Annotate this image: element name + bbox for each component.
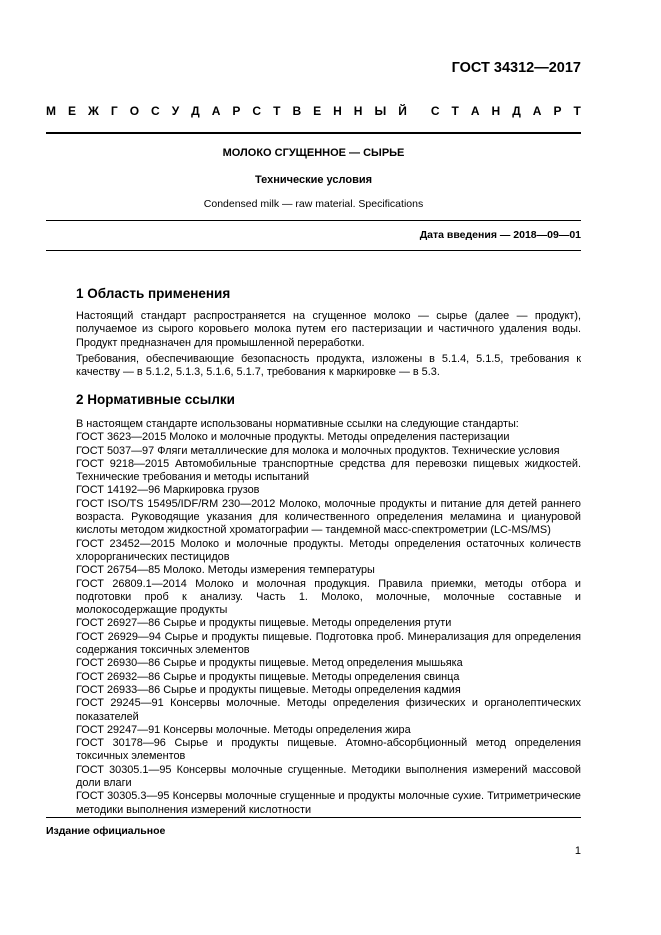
banner-letter: Т [273, 104, 281, 118]
section-2-intro: В настоящем стандарте использованы нормативные ссылки на следующие стандарты: [76, 418, 519, 430]
banner-letter: Р [553, 104, 562, 118]
gost-number: ГОСТ 34312—2017 [451, 60, 581, 76]
section-1-body [76, 310, 581, 379]
banner-letter: Н [353, 104, 363, 118]
banner-letter: Т [573, 104, 581, 118]
reference-item: ГОСТ 26754—85 Молоко. Методы измерения температуры [76, 564, 375, 577]
page-number: 1 [574, 845, 581, 857]
banner-letter: А [211, 104, 221, 118]
section-2-heading: 2 Нормативные ссылки [76, 392, 235, 407]
reference-item: ГОСТ 23452—2015 Молоко и молочные продукты. Методы определения остаточных количеств хлорорганических пестицидов [76, 537, 581, 563]
section-1-paragraph: Требования, обеспечивающие безопасность продукта, изложены в 5.1.4, 5.1.5, требования к качеству — в 5.1.2, 5.1.3, 5.1.6, 5.1.7, требования к маркировке — в 5.3. [76, 352, 581, 379]
banner-letter: М [46, 104, 56, 118]
reference-item: ГОСТ 26929—94 Сырье и продукты пищевые. Подготовка проб. Минерализация для определения содержания токсичных элементов [76, 630, 581, 657]
english-title: Condensed milk — raw material. Specifications [203, 198, 424, 210]
effective-date: Дата введения — 2018—09—01 [419, 229, 581, 241]
banner-letter: Н [491, 104, 501, 118]
reference-item: ГОСТ 29247—91 Консервы молочные. Методы определения жира [76, 723, 411, 736]
document-title: МОЛОКО СГУЩЕННОЕ — СЫРЬЕ [222, 147, 405, 159]
banner-letter: Д [191, 104, 200, 118]
banner-letter: А [470, 104, 480, 118]
banner-letter: Е [68, 104, 77, 118]
official-edition-note: Издание официальное [46, 825, 166, 837]
reference-item: ГОСТ 14192—96 Маркировка грузов [76, 484, 260, 497]
reference-item: ГОСТ 26927—86 Сырье и продукты пищевые. Методы определения ртути [76, 617, 452, 630]
section-1-paragraph: Настоящий стандарт распространяется на сгущенное молоко — сырье (далее — продукт), получаемое из сырого коровьего молока путем его пастеризации и частичного удаления воды. Продукт предназначен для промышленной переработки. [76, 310, 581, 349]
reference-item: ГОСТ 3623—2015 Молоко и молочные продукты. Методы определения пастеризации [76, 431, 510, 444]
banner-letter: О [129, 104, 140, 118]
reference-item: ГОСТ 26933—86 Сырье и продукты пищевые. Методы определения кадмия [76, 683, 461, 696]
reference-item: ГОСТ 30305.1—95 Консервы молочные сгущенные. Методики выполнения измерений массовой доли влаги [76, 763, 581, 790]
reference-item: ГОСТ 9218—2015 Автомобильные транспортные средства для перевозки пищевых жидкостей. Технические требования и методы испытаний [76, 457, 581, 484]
reference-item: ГОСТ 5037—97 Фляги металлические для молока и молочных продуктов. Технические условия [76, 444, 560, 457]
banner-letter: Н [333, 104, 342, 118]
title-rule [46, 220, 581, 221]
banner-letter: Р [232, 104, 241, 118]
banner-letter: Т [451, 104, 459, 118]
reference-item: ГОСТ 29245—91 Консервы молочные. Методы определения физических и органолептических показателей [76, 697, 581, 723]
banner-letter: С [151, 104, 160, 118]
reference-item: ГОСТ 30178—96 Сырье и продукты пищевые. Атомно-абсорбционный метод определения токсичных элементов [76, 737, 581, 763]
banner-letter: Й [398, 104, 407, 118]
banner-letter: С [430, 104, 440, 118]
reference-item: ГОСТ 26932—86 Сырье и продукты пищевые. Методы определения свинца [76, 670, 460, 683]
reference-item: ГОСТ ISO/TS 15495/IDF/RM 230—2012 Молоко, молочные продукты и питание для детей раннего возраста. Руководящие указания для количественного определения меламина и циануровой кислоты методом жидкостной хроматографии — тандемной масс-спектрометрии (LC-MS/MS) [76, 497, 581, 537]
banner-letter: Ы [374, 104, 387, 118]
banner-letter: Е [313, 104, 322, 118]
banner-letter: У [171, 104, 180, 118]
document-subtitle: Технические условия [254, 174, 373, 186]
interstate-standard-banner [46, 104, 581, 118]
reference-item: ГОСТ 26930—86 Сырье и продукты пищевые. Метод определения мышьяка [76, 657, 463, 670]
date-rule [46, 250, 581, 251]
section-2-body [76, 418, 581, 817]
reference-item: ГОСТ 30305.3—95 Консервы молочные сгущенные и продукты молочные сухие. Титриметрические методики выполнения измерений кислотности [76, 790, 581, 816]
section-1-heading: 1 Область применения [76, 286, 231, 301]
banner-letter: С [252, 104, 262, 118]
banner-letter: Ж [88, 104, 99, 118]
banner-letter: А [532, 104, 542, 118]
reference-item: ГОСТ 26809.1—2014 Молоко и молочная продукция. Правила приемки, методы отбора и подготовки проб к анализу. Часть 1. Молоко, молочные, молочные составные и молокосодержащие продукты [76, 577, 581, 617]
banner-letter: Г [110, 104, 118, 118]
footer-rule [46, 817, 581, 818]
header-rule [46, 132, 581, 134]
banner-letter: В [292, 104, 302, 118]
banner-letter: Д [512, 104, 521, 118]
